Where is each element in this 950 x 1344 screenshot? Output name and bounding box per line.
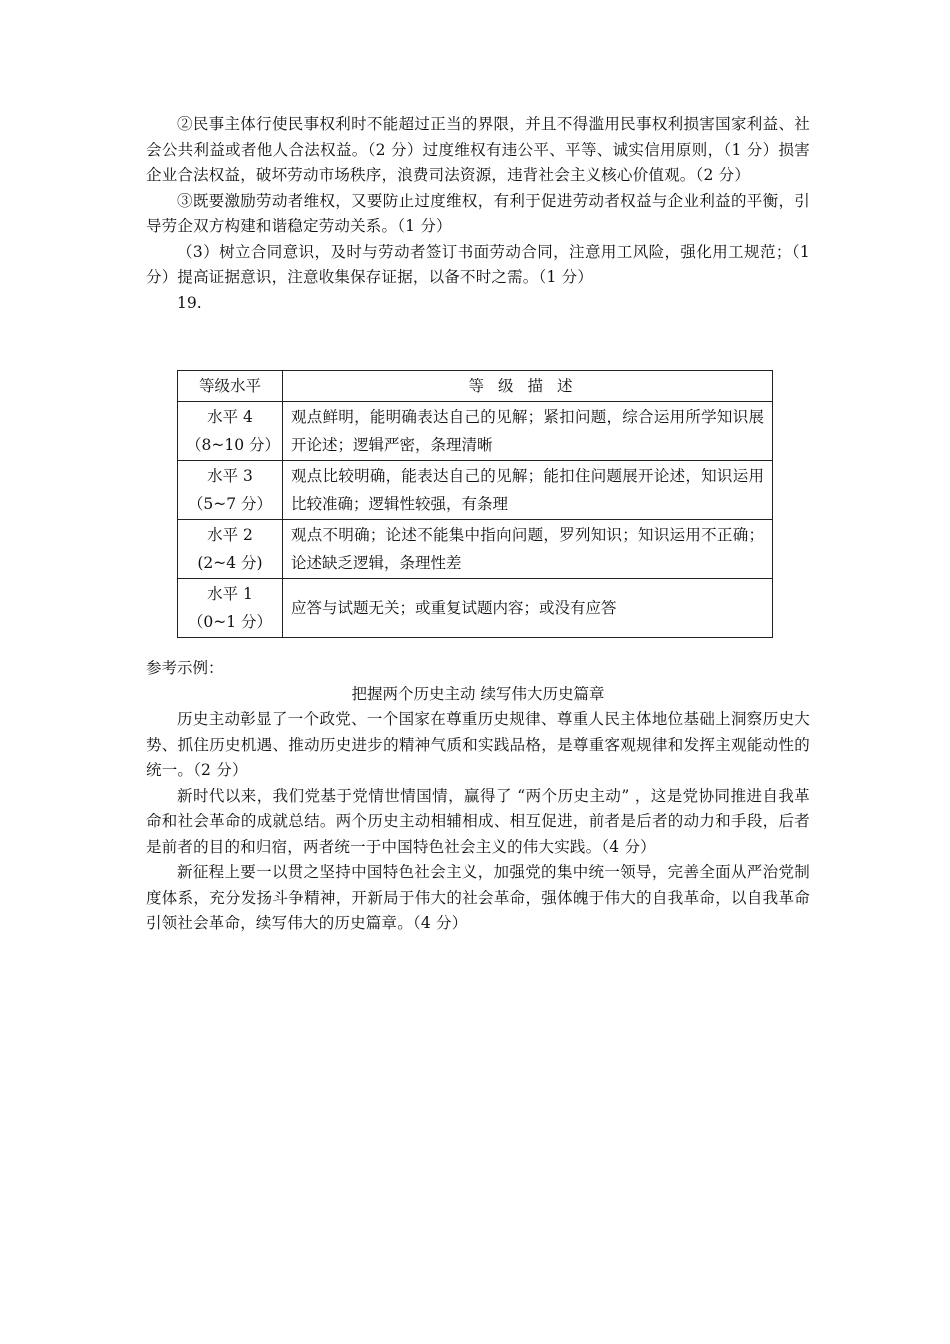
level-cell	[178, 461, 283, 520]
table-row	[178, 520, 773, 579]
answer-page	[146, 112, 810, 932]
level-range: （0~1 分）	[187, 613, 273, 631]
table-row	[178, 402, 773, 461]
level-name: 水平 2	[207, 526, 253, 544]
level-cell	[178, 402, 283, 461]
description-cell: 应答与试题无关；或重复试题内容；或没有应答	[283, 579, 773, 638]
essay-paragraph: 新征程上要一以贯之坚持中国特色社会主义，加强党的集中统一领导，完善全面从严治党制度体系，充分发扬斗争精神，开新局于伟大的社会革命，强体魄于伟大的自我革命，以自我革命引领社会革命，续写伟大的历史篇章。（4 分）	[146, 863, 810, 932]
level-cell	[178, 520, 283, 579]
level-range: (2~4 分)	[197, 554, 263, 572]
grade-table	[177, 370, 773, 638]
reference-example	[146, 656, 810, 937]
header-description: 等级描述	[283, 371, 773, 402]
question-number: 19.	[177, 293, 202, 312]
level-range: （8~10 分）	[186, 436, 280, 454]
level-name: 水平 3	[207, 467, 253, 485]
essay-title: 把握两个历史主动 续写伟大历史篇章	[351, 684, 605, 703]
level-name: 水平 1	[207, 585, 253, 603]
answer-point-3: ③既要激励劳动者维权，又要防止过度维权，有利于促进劳动者权益与企业利益的平衡，引导劳企双方构建和谐稳定劳动关系。（1 分）	[146, 191, 810, 235]
header-level: 等级水平	[178, 371, 283, 402]
essay-paragraph: 新时代以来，我们党基于党情世情国情，赢得了 “两个历史主动” ，这是党协同推进自我革命和社会革命的成就总结。两个历史主动相辅相成、相互促进，前者是后者的动力和手段，后者是前者的目的和归宿，两者统一于中国特色社会主义的伟大实践。（4 分）	[146, 786, 810, 856]
table-row	[178, 579, 773, 638]
description-cell: 观点鲜明，能明确表达自己的见解；紧扣问题，综合运用所学知识展开论述；逻辑严密，条理清晰	[283, 402, 773, 461]
level-range: （5~7 分）	[187, 495, 273, 513]
level-name: 水平 4	[207, 408, 253, 426]
level-cell	[178, 579, 283, 638]
description-cell: 观点不明确；论述不能集中指向问题，罗列知识；知识运用不正确；论述缺乏逻辑，条理性差	[283, 520, 773, 579]
table-row	[178, 461, 773, 520]
table-header-row	[178, 371, 773, 402]
essay-paragraph: 历史主动彰显了一个政党、一个国家在尊重历史规律、尊重人民主体地位基础上洞察历史大势、抓住历史机遇、推动历史进步的精神气质和实践品格，是尊重客观规律和发挥主观能动性的统一。（2 分）	[146, 710, 810, 779]
answer-part-3: （3）树立合同意识，及时与劳动者签订书面劳动合同，注意用工风险，强化用工规范；（1 分）提高证据意识，注意收集保存证据，以备不时之需。（1 分）	[146, 242, 810, 286]
reference-label: 参考示例：	[146, 659, 224, 677]
answer-point-2: ②民事主体行使民事权利时不能超过正当的界限，并且不得滥用民事权利损害国家利益、社会公共利益或者他人合法权益。（2 分）过度维权有违公平、平等、诚实信用原则，（1 分）损害企业合法权益，破坏劳动市场秩序，浪费司法资源，违背社会主义核心价值观。（2 分）	[146, 115, 810, 184]
description-cell: 观点比较明确，能表达自己的见解；能扣住问题展开论述，知识运用比较准确；逻辑性较强，有条理	[283, 461, 773, 520]
